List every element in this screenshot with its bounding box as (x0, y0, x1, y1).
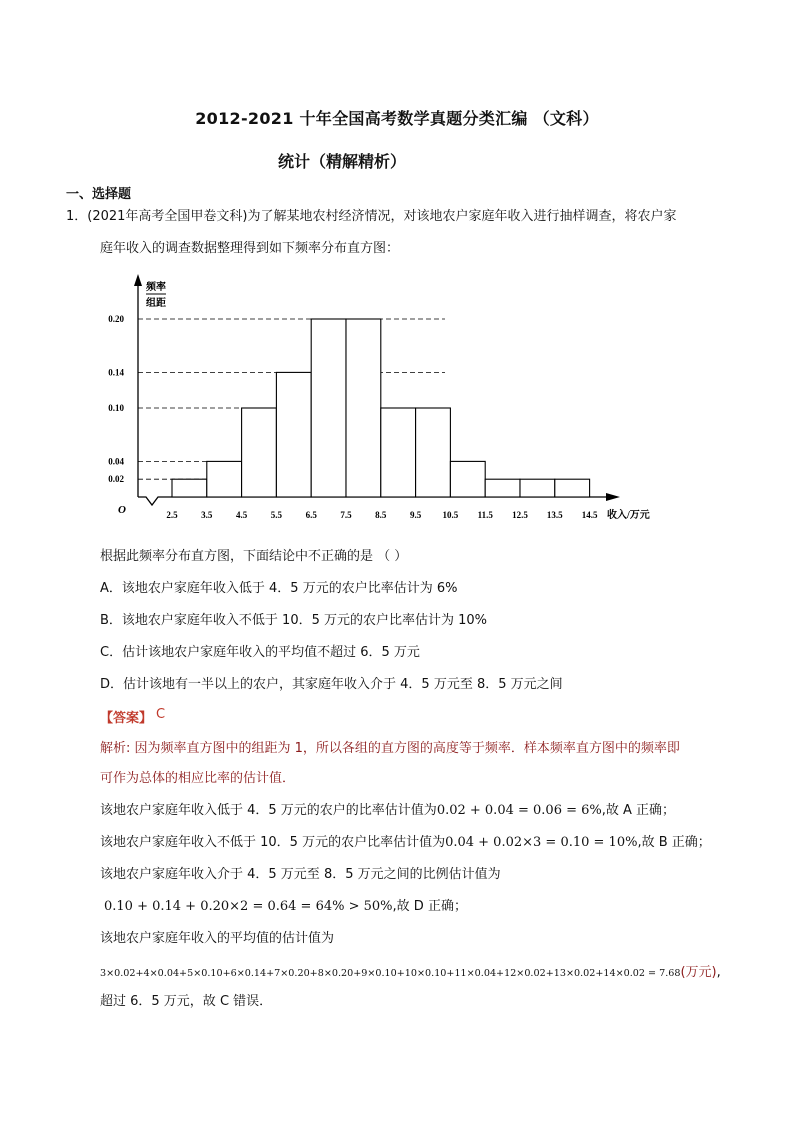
histogram-bar (242, 408, 277, 497)
analysis-line-d (104, 898, 467, 916)
histogram-bar (311, 319, 346, 497)
analysis-line1: 解析: 因为频率直方图中的组距为 1，所以各组的直方图的高度等于频率．样本频率直方图中的频率即 (100, 741, 680, 756)
x-tick-label: 14.5 (581, 510, 598, 520)
line-b-math: 0.04 + 0.02×3 = 0.10 = 10% (445, 835, 638, 850)
mean-formula-line (100, 961, 721, 980)
histogram-bar (416, 408, 451, 497)
analysis-line-a (100, 802, 675, 820)
question-stem-line2: 庭年收入的调查数据整理得到如下频率分布直方图： (100, 241, 400, 256)
x-axis (138, 497, 610, 505)
document-title: 2012-2021 十年全国高考数学真题分类汇编 （文科） (195, 109, 599, 128)
x-tick-label: 2.5 (166, 510, 178, 520)
line-b-text: 该地农户家庭年收入不低于 10．5 万元的农户比率估计值为 (100, 835, 446, 850)
analysis-line-d-intro: 该地农户家庭年收入介于 4．5 万元至 8．5 万元之间的比例估计值为 (100, 867, 501, 882)
y-tick-label: 0.04 (108, 456, 124, 467)
histogram-bar (520, 479, 555, 497)
y-tick-label: 0.10 (108, 403, 124, 413)
y-label-top: 频率 (146, 282, 166, 293)
x-tick-label: 12.5 (512, 510, 528, 520)
histogram-bar (485, 479, 520, 497)
histogram-bar (207, 461, 242, 497)
histogram-bar (346, 319, 381, 497)
option-b: B．该地农户家庭年收入不低于 10．5 万元的农户比率估计为 10% (100, 613, 488, 628)
option-c: C．估计该地农户家庭年收入的平均值不超过 6．5 万元 (100, 645, 420, 660)
origin-label: O (118, 504, 126, 516)
x-axis-label: 收入/万元 (607, 510, 650, 521)
histogram-bar (450, 461, 485, 497)
y-label-bottom: 组距 (146, 298, 166, 309)
line-b-tail: ,故 B 正确； (637, 835, 711, 850)
line-a-math: 0.02 + 0.04 = 0.06 = 6% (436, 803, 602, 818)
line-d-math: 0.10 + 0.14 + 0.20×2 = 0.64 = 64% > 50% (104, 899, 393, 914)
x-tick-label: 6.5 (305, 510, 317, 520)
question-prompt: 根据此频率分布直方图，下面结论中不正确的是 （ ） (100, 549, 408, 564)
mean-formula: 3×0.02+4×0.04+5×0.10+6×0.14+7×0.20+8×0.20+9×0.10+10×0.10+11×0.04+12×0.02+13×0.02+14×0.02 = 7.68 (100, 968, 681, 979)
option-a: A．该地农户家庭年收入低于 4．5 万元的农户比率估计为 6% (100, 581, 458, 596)
document-subtitle: 统计（精解精析） (278, 152, 407, 171)
x-tick-label: 7.5 (340, 510, 352, 520)
line-d-tail: ,故 D 正确； (392, 899, 467, 914)
x-tick-label: 4.5 (235, 510, 248, 520)
mean-intro: 该地农户家庭年收入的平均值的估计值为 (100, 931, 335, 946)
x-tick-label: 5.5 (270, 510, 283, 520)
line-a-tail: ,故 A 正确； (601, 803, 676, 818)
x-tick-label: 10.5 (442, 510, 459, 520)
question-stem-line1: 1．(2021年高考全国甲卷文科)为了解某地农村经济情况，对该地农户家庭年收入进行抽样调查，将农户家 (66, 209, 677, 224)
x-tick-label: 8.5 (375, 510, 387, 520)
mean-tail: , (716, 965, 721, 980)
y-tick-label: 0.02 (108, 474, 124, 485)
analysis-line-b (100, 834, 711, 852)
answer-value: C (156, 707, 166, 722)
line-a-text: 该地农户家庭年收入低于 4．5 万元的农户的比率估计值为 (100, 803, 437, 818)
y-axis-arrow (134, 274, 142, 286)
histogram-bar (381, 408, 416, 497)
x-axis-arrow (606, 493, 620, 501)
histogram-bar (276, 372, 311, 497)
option-d: D．估计该地有一半以上的农户，其家庭年收入介于 4．5 万元至 8．5 万元之间 (100, 677, 563, 692)
mean-unit: (万元) (680, 965, 717, 980)
answer-tag: 【答案】 (100, 711, 153, 726)
histogram-bar (555, 479, 590, 497)
y-tick-label: 0.14 (108, 367, 124, 378)
x-tick-label: 9.5 (409, 510, 422, 520)
frequency-histogram (100, 270, 680, 530)
conclusion: 超过 6．5 万元，故 C 错误． (100, 994, 273, 1009)
x-tick-label: 13.5 (546, 510, 563, 520)
x-tick-label: 3.5 (201, 510, 213, 520)
x-tick-label: 11.5 (477, 510, 493, 520)
analysis-line2: 可作为总体的相应比率的估计值． (100, 771, 296, 786)
y-tick-label: 0.20 (108, 314, 124, 324)
histogram-bar (172, 479, 207, 497)
section-heading: 一、选择题 (66, 187, 132, 202)
